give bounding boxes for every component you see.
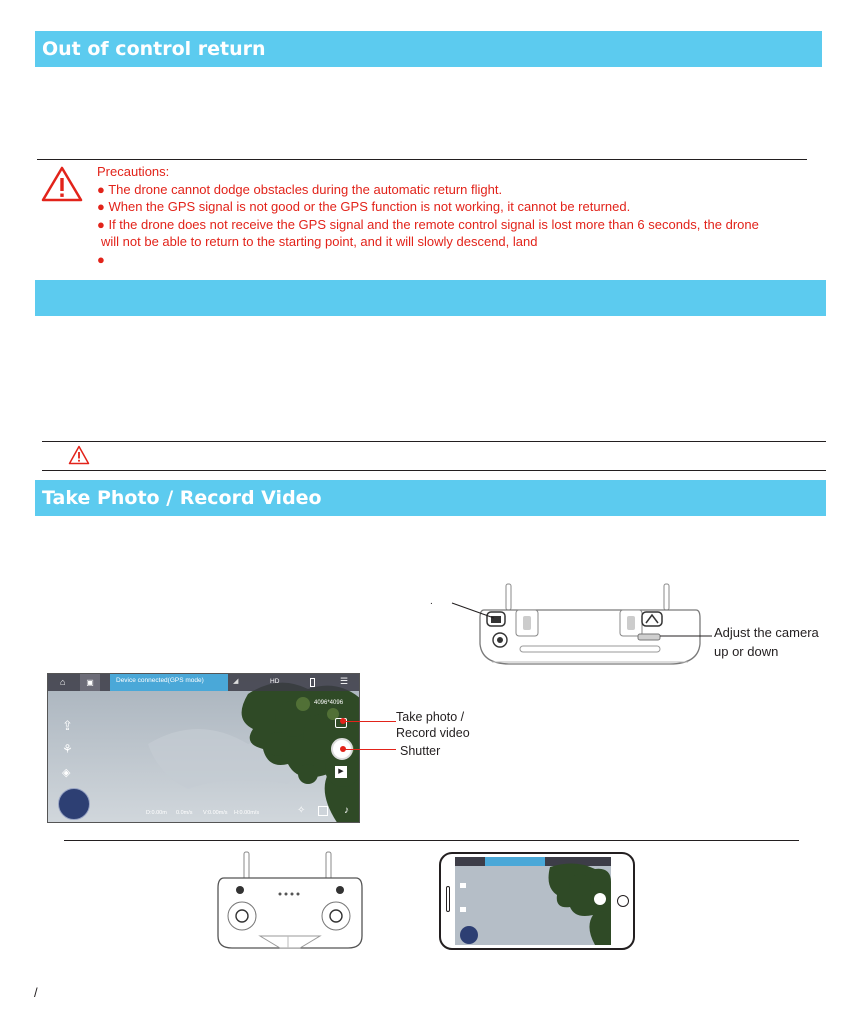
precaution-item: ● If the drone does not receive the GPS signal and the remote control signal is lost more than 6 seconds, the drone bbox=[97, 216, 759, 232]
precaution-item: ● bbox=[97, 251, 105, 267]
precaution-item: ● The drone cannot dodge obstacles during the automatic return flight. bbox=[97, 181, 503, 197]
signal-icon: ◢ bbox=[233, 678, 239, 685]
mic-icon[interactable]: ♪ bbox=[344, 805, 349, 816]
warning-icon bbox=[68, 445, 90, 465]
warning-icon bbox=[41, 166, 83, 202]
callout-dot bbox=[340, 746, 346, 752]
menu-icon[interactable]: ☰ bbox=[340, 676, 349, 686]
callout-line bbox=[343, 749, 396, 750]
telemetry-d: D:0.00m bbox=[146, 810, 167, 816]
section-banner-out-of-control bbox=[35, 31, 822, 67]
phone-screen bbox=[455, 857, 611, 945]
divider bbox=[64, 840, 799, 841]
callout-dot bbox=[340, 718, 346, 724]
section-title: Out of control return bbox=[42, 38, 266, 60]
precaution-item: will not be able to return to the starting point, and it will slowly descend, land bbox=[101, 234, 538, 249]
phone-screen-image bbox=[455, 857, 611, 945]
precautions-block bbox=[97, 163, 759, 268]
divider bbox=[42, 470, 826, 471]
telemetry-v: V:0.00m/s bbox=[203, 810, 228, 816]
wand-icon[interactable]: ✧ bbox=[297, 805, 306, 816]
radar-compass bbox=[58, 788, 90, 820]
remote-controller-illustration bbox=[470, 582, 710, 672]
leader-line bbox=[450, 600, 496, 620]
resolution-label: 4096*4096 bbox=[314, 700, 344, 706]
app-screenshot bbox=[47, 673, 360, 823]
adjust-camera-line1: Adjust the camera bbox=[714, 625, 819, 640]
leader-line bbox=[660, 632, 714, 640]
take-photo-line2: Record video bbox=[396, 726, 470, 740]
box-icon[interactable]: ◈ bbox=[62, 767, 71, 779]
adjust-camera-label bbox=[714, 623, 819, 661]
section-banner-take-photo bbox=[35, 480, 826, 516]
page-mark: / bbox=[34, 985, 38, 1000]
frame-icon[interactable] bbox=[318, 806, 328, 816]
take-photo-line1: Take photo / bbox=[396, 710, 465, 724]
battery-icon bbox=[310, 678, 315, 687]
precaution-item: ● When the GPS signal is not good or the GPS function is not working, it cannot be returned. bbox=[97, 199, 631, 214]
phone-speaker bbox=[446, 886, 450, 912]
controller-dot: . bbox=[430, 596, 433, 607]
telemetry-h: H:0.00m/s bbox=[234, 810, 260, 816]
telemetry-s: 0.0m/s bbox=[176, 810, 193, 816]
divider bbox=[42, 441, 826, 442]
hd-indicator: HD bbox=[270, 678, 280, 685]
upload-icon[interactable]: ⇪ bbox=[62, 718, 73, 733]
take-photo-callout bbox=[396, 709, 470, 741]
remote-controller-front bbox=[210, 848, 370, 952]
callout-line bbox=[343, 721, 396, 722]
sky-background bbox=[48, 674, 360, 823]
takeoff-icon[interactable]: ⚘ bbox=[62, 742, 73, 756]
adjust-camera-line2: up or down bbox=[714, 644, 779, 659]
section-banner-blank bbox=[35, 280, 826, 316]
phone-mockup bbox=[439, 852, 635, 950]
phone-home-button bbox=[617, 895, 629, 907]
section-title: Take Photo / Record Video bbox=[42, 487, 322, 509]
map-icon[interactable]: ▣ bbox=[80, 674, 100, 691]
home-icon[interactable]: ⌂ bbox=[60, 677, 66, 687]
gallery-icon[interactable]: ▶ bbox=[335, 766, 347, 778]
divider bbox=[37, 159, 807, 160]
connection-status-text: Device connected(GPS mode) bbox=[116, 677, 204, 684]
precautions-heading: Precautions: bbox=[97, 164, 170, 179]
shutter-callout: Shutter bbox=[400, 744, 441, 758]
